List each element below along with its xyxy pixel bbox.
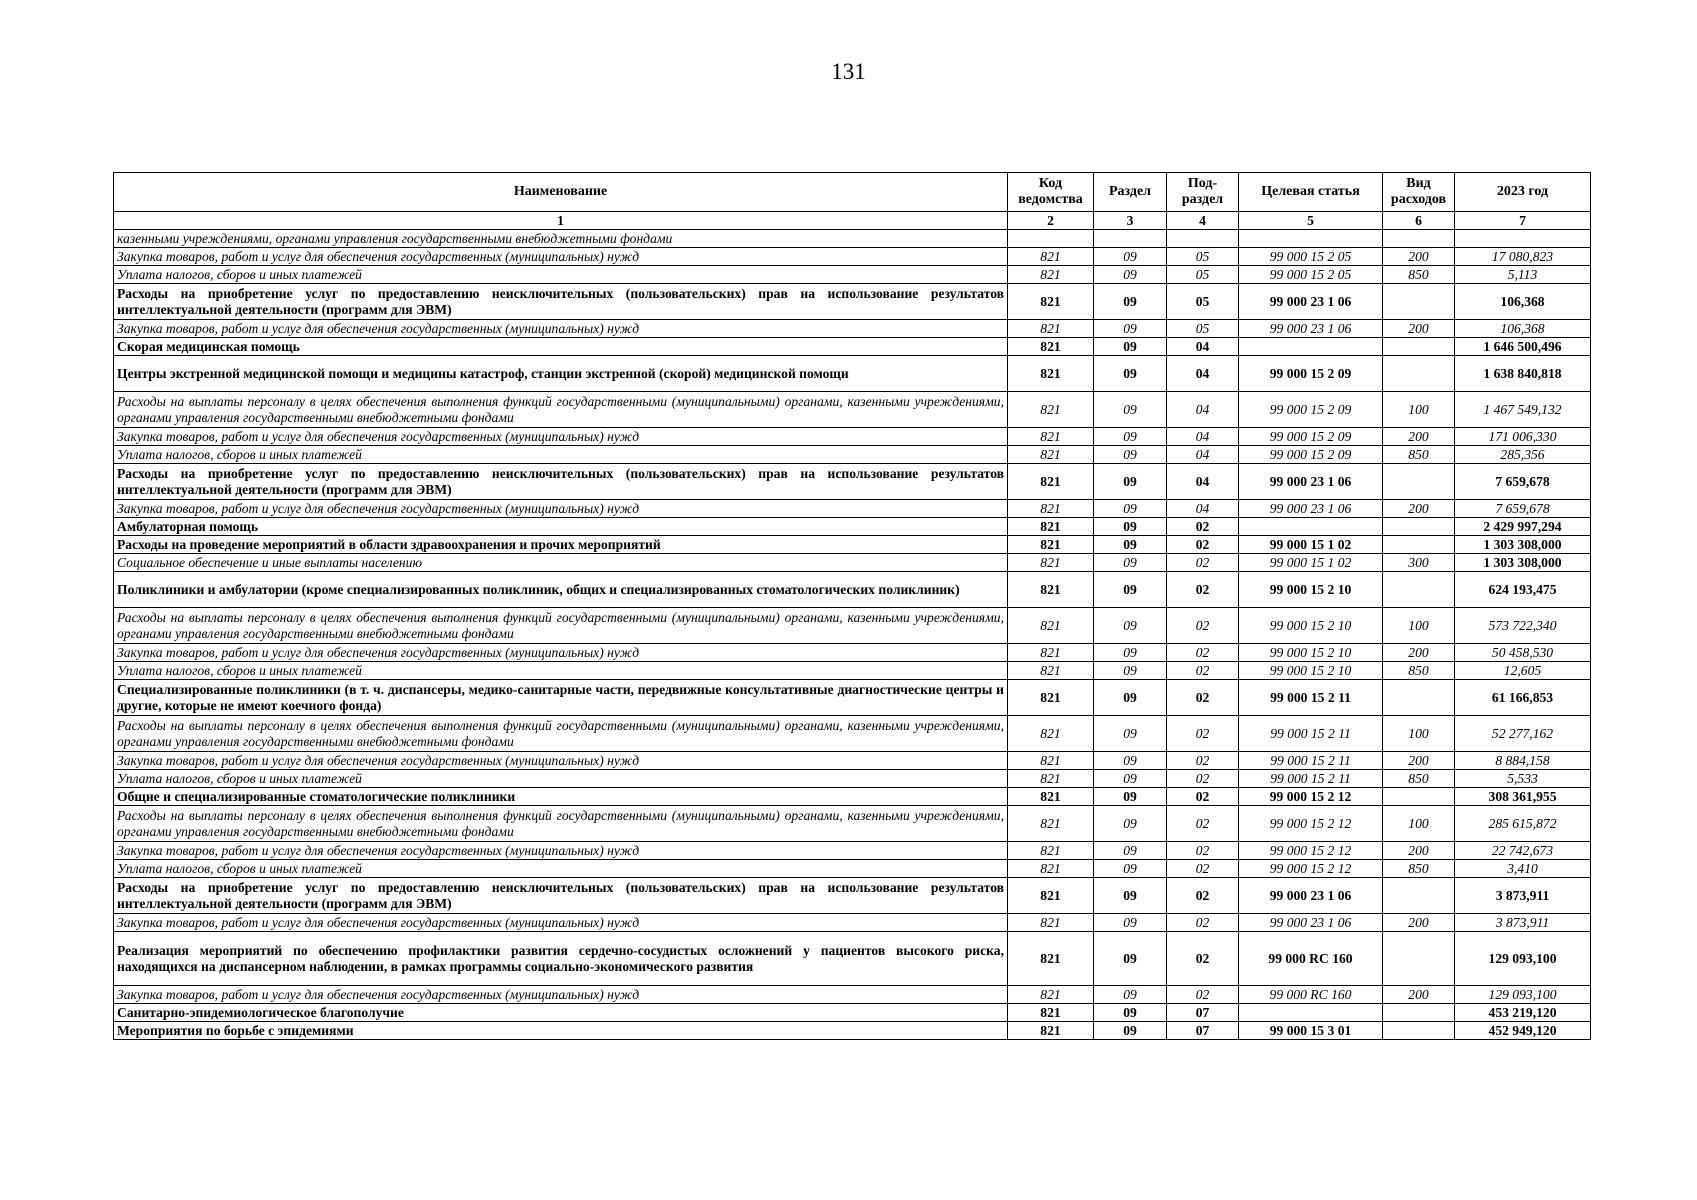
cell-dept-code: 821: [1008, 752, 1094, 770]
table-row: [114, 536, 1591, 554]
cell-amount: 1 303 308,000: [1455, 554, 1591, 572]
cell-name: Мероприятия по борьбе с эпидемиями: [114, 1022, 1008, 1040]
cell-expense-type: 200: [1383, 644, 1455, 662]
cell-section: 09: [1094, 932, 1167, 986]
cell-expense-type: 200: [1383, 428, 1455, 446]
cell-dept-code: 821: [1008, 662, 1094, 680]
cell-expense-type: [1383, 518, 1455, 536]
cell-target-article: 99 000 15 2 12: [1239, 806, 1383, 842]
cell-expense-type: 850: [1383, 860, 1455, 878]
cell-dept-code: 821: [1008, 338, 1094, 356]
cell-section: 09: [1094, 392, 1167, 428]
cell-dept-code: 821: [1008, 284, 1094, 320]
cell-section: 09: [1094, 338, 1167, 356]
cell-section: 09: [1094, 428, 1167, 446]
column-number: 1: [114, 212, 1008, 230]
cell-amount: 22 742,673: [1455, 842, 1591, 860]
cell-name: Расходы на приобретение услуг по предоставлению неисключительных (пользовательских) прав на использование результатов интеллектуальной деятельности (программ для ЭВМ): [114, 464, 1008, 500]
cell-target-article: 99 000 23 1 06: [1239, 284, 1383, 320]
cell-amount: 129 093,100: [1455, 932, 1591, 986]
cell-expense-type: 200: [1383, 320, 1455, 338]
cell-name: Уплата налогов, сборов и иных платежей: [114, 446, 1008, 464]
column-number: 2: [1008, 212, 1094, 230]
cell-dept-code: 821: [1008, 806, 1094, 842]
cell-target-article: 99 000 23 1 06: [1239, 464, 1383, 500]
column-header-section: Раздел: [1094, 173, 1167, 212]
column-number: 6: [1383, 212, 1455, 230]
cell-target-article: 99 000 15 2 11: [1239, 680, 1383, 716]
cell-subsection: 02: [1167, 932, 1239, 986]
cell-expense-type: 100: [1383, 716, 1455, 752]
cell-section: 09: [1094, 266, 1167, 284]
cell-expense-type: [1383, 572, 1455, 608]
cell-subsection: 07: [1167, 1022, 1239, 1040]
cell-subsection: 04: [1167, 464, 1239, 500]
cell-amount: 106,368: [1455, 284, 1591, 320]
cell-subsection: 02: [1167, 662, 1239, 680]
column-number: 5: [1239, 212, 1383, 230]
cell-amount: 3 873,911: [1455, 878, 1591, 914]
cell-subsection: 04: [1167, 500, 1239, 518]
cell-dept-code: 821: [1008, 464, 1094, 500]
cell-expense-type: [1383, 464, 1455, 500]
cell-target-article: 99 000 15 2 11: [1239, 752, 1383, 770]
cell-subsection: 02: [1167, 842, 1239, 860]
cell-name: Расходы на приобретение услуг по предоставлению неисключительных (пользовательских) прав на использование результатов интеллектуальной деятельности (программ для ЭВМ): [114, 878, 1008, 914]
cell-subsection: 02: [1167, 716, 1239, 752]
column-header-name: Наименование: [114, 173, 1008, 212]
cell-dept-code: 821: [1008, 320, 1094, 338]
cell-expense-type: 850: [1383, 266, 1455, 284]
cell-section: 09: [1094, 662, 1167, 680]
cell-subsection: 02: [1167, 536, 1239, 554]
cell-section: 09: [1094, 806, 1167, 842]
cell-name: Расходы на приобретение услуг по предоставлению неисключительных (пользовательских) прав на использование результатов интеллектуальной деятельности (программ для ЭВМ): [114, 284, 1008, 320]
cell-dept-code: 821: [1008, 860, 1094, 878]
cell-subsection: 05: [1167, 248, 1239, 266]
cell-amount: 1 638 840,818: [1455, 356, 1591, 392]
cell-target-article: 99 000 15 2 10: [1239, 572, 1383, 608]
cell-target-article: 99 000 15 2 11: [1239, 770, 1383, 788]
cell-target-article: 99 000 15 1 02: [1239, 554, 1383, 572]
cell-target-article: 99 000 15 2 05: [1239, 266, 1383, 284]
cell-subsection: 04: [1167, 356, 1239, 392]
cell-amount: 52 277,162: [1455, 716, 1591, 752]
cell-dept-code: 821: [1008, 878, 1094, 914]
cell-amount: 3 873,911: [1455, 914, 1591, 932]
cell-amount: 573 722,340: [1455, 608, 1591, 644]
cell-expense-type: 850: [1383, 770, 1455, 788]
cell-section: 09: [1094, 464, 1167, 500]
cell-subsection: 05: [1167, 266, 1239, 284]
cell-subsection: 02: [1167, 680, 1239, 716]
column-number: 3: [1094, 212, 1167, 230]
cell-amount: 8 884,158: [1455, 752, 1591, 770]
cell-name: Закупка товаров, работ и услуг для обеспечения государственных (муниципальных) нужд: [114, 752, 1008, 770]
budget-table: [113, 172, 1591, 1040]
column-header-dept-code: Код ведомства: [1008, 173, 1094, 212]
cell-name: Уплата налогов, сборов и иных платежей: [114, 770, 1008, 788]
cell-section: [1094, 230, 1167, 248]
cell-target-article: 99 000 15 2 11: [1239, 716, 1383, 752]
cell-amount: 50 458,530: [1455, 644, 1591, 662]
cell-target-article: 99 000 RC 160: [1239, 932, 1383, 986]
cell-subsection: 07: [1167, 1004, 1239, 1022]
cell-section: 09: [1094, 320, 1167, 338]
table-row: [114, 248, 1591, 266]
cell-amount: 171 006,330: [1455, 428, 1591, 446]
cell-dept-code: 821: [1008, 572, 1094, 608]
table-row: [114, 356, 1591, 392]
cell-target-article: [1239, 338, 1383, 356]
table-row: [114, 266, 1591, 284]
cell-target-article: 99 000 23 1 06: [1239, 320, 1383, 338]
cell-target-article: [1239, 518, 1383, 536]
cell-expense-type: [1383, 338, 1455, 356]
cell-name: Расходы на выплаты персоналу в целях обеспечения выполнения функций государственными (муниципальными) органами, казенными учреждениями, органами управления государственными внебюджетными фондами: [114, 806, 1008, 842]
table-row: [114, 518, 1591, 536]
cell-expense-type: [1383, 1004, 1455, 1022]
cell-section: 09: [1094, 536, 1167, 554]
cell-name: Закупка товаров, работ и услуг для обеспечения государственных (муниципальных) нужд: [114, 320, 1008, 338]
cell-target-article: 99 000 15 2 10: [1239, 644, 1383, 662]
cell-dept-code: 821: [1008, 1022, 1094, 1040]
table-row: [114, 338, 1591, 356]
table-row: [114, 1004, 1591, 1022]
cell-expense-type: 300: [1383, 554, 1455, 572]
cell-dept-code: 821: [1008, 392, 1094, 428]
cell-subsection: 02: [1167, 554, 1239, 572]
cell-name: Закупка товаров, работ и услуг для обеспечения государственных (муниципальных) нужд: [114, 914, 1008, 932]
cell-target-article: 99 000 15 2 09: [1239, 428, 1383, 446]
cell-dept-code: 821: [1008, 932, 1094, 986]
cell-subsection: 02: [1167, 914, 1239, 932]
column-number: 7: [1455, 212, 1591, 230]
cell-amount: [1455, 230, 1591, 248]
cell-expense-type: [1383, 788, 1455, 806]
cell-target-article: 99 000 15 2 12: [1239, 788, 1383, 806]
cell-target-article: 99 000 23 1 06: [1239, 878, 1383, 914]
cell-section: 09: [1094, 788, 1167, 806]
cell-subsection: 04: [1167, 392, 1239, 428]
cell-subsection: 04: [1167, 428, 1239, 446]
cell-expense-type: 200: [1383, 752, 1455, 770]
cell-subsection: 04: [1167, 446, 1239, 464]
cell-dept-code: 821: [1008, 1004, 1094, 1022]
table-row: [114, 662, 1591, 680]
column-header-target-article: Целевая статья: [1239, 173, 1383, 212]
cell-section: 09: [1094, 284, 1167, 320]
cell-amount: 106,368: [1455, 320, 1591, 338]
table-row: [114, 392, 1591, 428]
cell-amount: 61 166,853: [1455, 680, 1591, 716]
cell-dept-code: 821: [1008, 788, 1094, 806]
cell-name: Санитарно-эпидемиологическое благополучие: [114, 1004, 1008, 1022]
cell-section: 09: [1094, 860, 1167, 878]
cell-dept-code: 821: [1008, 428, 1094, 446]
cell-name: Закупка товаров, работ и услуг для обеспечения государственных (муниципальных) нужд: [114, 248, 1008, 266]
page-number: 131: [831, 59, 866, 84]
column-header-expense-type: Вид расходов: [1383, 173, 1455, 212]
cell-subsection: 02: [1167, 986, 1239, 1004]
cell-dept-code: 821: [1008, 554, 1094, 572]
cell-target-article: 99 000 23 1 06: [1239, 500, 1383, 518]
cell-name: Расходы на выплаты персоналу в целях обеспечения выполнения функций государственными (муниципальными) органами, казенными учреждениями, органами управления государственными внебюджетными фондами: [114, 716, 1008, 752]
cell-amount: 2 429 997,294: [1455, 518, 1591, 536]
cell-amount: 7 659,678: [1455, 464, 1591, 500]
cell-section: 09: [1094, 518, 1167, 536]
cell-section: 09: [1094, 842, 1167, 860]
cell-name: Центры экстренной медицинской помощи и медицины катастроф, станции экстренной (скорой) медицинской помощи: [114, 356, 1008, 392]
cell-name: Закупка товаров, работ и услуг для обеспечения государственных (муниципальных) нужд: [114, 428, 1008, 446]
cell-expense-type: 200: [1383, 248, 1455, 266]
cell-section: 09: [1094, 914, 1167, 932]
cell-dept-code: 821: [1008, 446, 1094, 464]
cell-dept-code: 821: [1008, 770, 1094, 788]
table-row: [114, 554, 1591, 572]
cell-dept-code: 821: [1008, 500, 1094, 518]
table-row: [114, 806, 1591, 842]
cell-expense-type: [1383, 356, 1455, 392]
cell-target-article: 99 000 15 2 12: [1239, 860, 1383, 878]
cell-subsection: 04: [1167, 338, 1239, 356]
cell-name: Закупка товаров, работ и услуг для обеспечения государственных (муниципальных) нужд: [114, 644, 1008, 662]
cell-amount: 17 080,823: [1455, 248, 1591, 266]
table-row: [114, 914, 1591, 932]
cell-name: Расходы на проведение мероприятий в области здравоохранения и прочих мероприятий: [114, 536, 1008, 554]
cell-name: Уплата налогов, сборов и иных платежей: [114, 860, 1008, 878]
column-number-row: [114, 212, 1591, 230]
cell-expense-type: [1383, 284, 1455, 320]
cell-target-article: 99 000 15 2 09: [1239, 356, 1383, 392]
cell-amount: 5,113: [1455, 266, 1591, 284]
cell-target-article: [1239, 1004, 1383, 1022]
cell-dept-code: 821: [1008, 644, 1094, 662]
cell-dept-code: 821: [1008, 356, 1094, 392]
cell-target-article: 99 000 RC 160: [1239, 986, 1383, 1004]
cell-expense-type: 100: [1383, 806, 1455, 842]
cell-section: 09: [1094, 572, 1167, 608]
cell-amount: 7 659,678: [1455, 500, 1591, 518]
table-row: [114, 716, 1591, 752]
table-row: [114, 608, 1591, 644]
cell-target-article: 99 000 15 2 09: [1239, 446, 1383, 464]
cell-target-article: 99 000 15 1 02: [1239, 536, 1383, 554]
cell-dept-code: 821: [1008, 266, 1094, 284]
table-row: [114, 428, 1591, 446]
cell-amount: 624 193,475: [1455, 572, 1591, 608]
cell-dept-code: 821: [1008, 680, 1094, 716]
cell-dept-code: 821: [1008, 248, 1094, 266]
table-row: [114, 320, 1591, 338]
cell-expense-type: 850: [1383, 446, 1455, 464]
cell-name: Расходы на выплаты персоналу в целях обеспечения выполнения функций государственными (муниципальными) органами, казенными учреждениями, органами управления государственными внебюджетными фондами: [114, 392, 1008, 428]
cell-section: 09: [1094, 446, 1167, 464]
cell-dept-code: 821: [1008, 518, 1094, 536]
cell-amount: 1 646 500,496: [1455, 338, 1591, 356]
cell-expense-type: 200: [1383, 500, 1455, 518]
cell-section: 09: [1094, 554, 1167, 572]
cell-section: 09: [1094, 716, 1167, 752]
cell-expense-type: [1383, 680, 1455, 716]
cell-amount: 129 093,100: [1455, 986, 1591, 1004]
cell-dept-code: 821: [1008, 608, 1094, 644]
cell-amount: 452 949,120: [1455, 1022, 1591, 1040]
column-header-subsection: Под-раздел: [1167, 173, 1239, 212]
cell-name: Социальное обеспечение и иные выплаты населению: [114, 554, 1008, 572]
cell-section: 09: [1094, 248, 1167, 266]
table-row: [114, 1022, 1591, 1040]
cell-amount: 453 219,120: [1455, 1004, 1591, 1022]
cell-name: Скорая медицинская помощь: [114, 338, 1008, 356]
cell-section: 09: [1094, 878, 1167, 914]
cell-name: Расходы на выплаты персоналу в целях обеспечения выполнения функций государственными (муниципальными) органами, казенными учреждениями, органами управления государственными внебюджетными фондами: [114, 608, 1008, 644]
table-row: [114, 284, 1591, 320]
cell-target-article: 99 000 15 2 05: [1239, 248, 1383, 266]
cell-target-article: 99 000 15 2 12: [1239, 842, 1383, 860]
table-row: [114, 230, 1591, 248]
cell-expense-type: 200: [1383, 842, 1455, 860]
table-row: [114, 788, 1591, 806]
cell-expense-type: 100: [1383, 392, 1455, 428]
cell-amount: 12,605: [1455, 662, 1591, 680]
cell-amount: 285,356: [1455, 446, 1591, 464]
table-row: [114, 986, 1591, 1004]
cell-target-article: 99 000 15 2 09: [1239, 392, 1383, 428]
cell-name: Амбулаторная помощь: [114, 518, 1008, 536]
cell-dept-code: 821: [1008, 716, 1094, 752]
table-row: [114, 770, 1591, 788]
table-row: [114, 644, 1591, 662]
cell-section: 09: [1094, 986, 1167, 1004]
cell-subsection: 02: [1167, 770, 1239, 788]
table-row: [114, 572, 1591, 608]
cell-expense-type: [1383, 536, 1455, 554]
cell-expense-type: 200: [1383, 986, 1455, 1004]
cell-subsection: 02: [1167, 878, 1239, 914]
table-row: [114, 860, 1591, 878]
cell-section: 09: [1094, 1004, 1167, 1022]
cell-section: 09: [1094, 500, 1167, 518]
cell-expense-type: [1383, 1022, 1455, 1040]
table-row: [114, 932, 1591, 986]
table-row: [114, 680, 1591, 716]
cell-subsection: 02: [1167, 752, 1239, 770]
table-row: [114, 500, 1591, 518]
cell-dept-code: 821: [1008, 986, 1094, 1004]
cell-section: 09: [1094, 1022, 1167, 1040]
cell-dept-code: 821: [1008, 842, 1094, 860]
cell-name: Общие и специализированные стоматологические поликлиники: [114, 788, 1008, 806]
cell-name: Закупка товаров, работ и услуг для обеспечения государственных (муниципальных) нужд: [114, 842, 1008, 860]
cell-target-article: [1239, 230, 1383, 248]
cell-section: 09: [1094, 608, 1167, 644]
cell-dept-code: [1008, 230, 1094, 248]
cell-name: Уплата налогов, сборов и иных платежей: [114, 662, 1008, 680]
table-row: [114, 752, 1591, 770]
cell-target-article: 99 000 23 1 06: [1239, 914, 1383, 932]
cell-dept-code: 821: [1008, 536, 1094, 554]
cell-name: Реализация мероприятий по обеспечению профилактики развития сердечно-сосудистых осложнений у пациентов высокого риска, находящихся на диспансерном наблюдении, в рамках программы социально-экономического развития: [114, 932, 1008, 986]
cell-expense-type: 200: [1383, 914, 1455, 932]
cell-name: Специализированные поликлиники (в т. ч. диспансеры, медико-санитарные части, передвижные консультативные диагностические центры и другие, которые не имеют коечного фонда): [114, 680, 1008, 716]
table-row: [114, 878, 1591, 914]
cell-subsection: 02: [1167, 644, 1239, 662]
cell-section: 09: [1094, 680, 1167, 716]
cell-name: Уплата налогов, сборов и иных платежей: [114, 266, 1008, 284]
cell-amount: 285 615,872: [1455, 806, 1591, 842]
table-row: [114, 446, 1591, 464]
cell-section: 09: [1094, 770, 1167, 788]
cell-subsection: 02: [1167, 518, 1239, 536]
table-row: [114, 464, 1591, 500]
table-row: [114, 842, 1591, 860]
cell-subsection: [1167, 230, 1239, 248]
cell-expense-type: 850: [1383, 662, 1455, 680]
cell-name: Закупка товаров, работ и услуг для обеспечения государственных (муниципальных) нужд: [114, 986, 1008, 1004]
cell-amount: 1 467 549,132: [1455, 392, 1591, 428]
cell-expense-type: [1383, 932, 1455, 986]
cell-subsection: 02: [1167, 860, 1239, 878]
table-body: [114, 230, 1591, 1040]
cell-target-article: 99 000 15 2 10: [1239, 662, 1383, 680]
cell-subsection: 05: [1167, 320, 1239, 338]
cell-subsection: 02: [1167, 806, 1239, 842]
column-number: 4: [1167, 212, 1239, 230]
cell-expense-type: 100: [1383, 608, 1455, 644]
cell-target-article: 99 000 15 2 10: [1239, 608, 1383, 644]
cell-subsection: 02: [1167, 608, 1239, 644]
cell-expense-type: [1383, 230, 1455, 248]
cell-amount: 5,533: [1455, 770, 1591, 788]
cell-name: казенными учреждениями, органами управления государственными внебюджетными фондами: [114, 230, 1008, 248]
table-header-row: [114, 173, 1591, 212]
cell-section: 09: [1094, 644, 1167, 662]
cell-amount: 1 303 308,000: [1455, 536, 1591, 554]
cell-dept-code: 821: [1008, 914, 1094, 932]
cell-subsection: 02: [1167, 788, 1239, 806]
cell-amount: 3,410: [1455, 860, 1591, 878]
cell-expense-type: [1383, 878, 1455, 914]
cell-target-article: 99 000 15 3 01: [1239, 1022, 1383, 1040]
cell-amount: 308 361,955: [1455, 788, 1591, 806]
column-header-year-2023: 2023 год: [1455, 173, 1591, 212]
cell-subsection: 05: [1167, 284, 1239, 320]
cell-section: 09: [1094, 356, 1167, 392]
cell-section: 09: [1094, 752, 1167, 770]
cell-name: Поликлиники и амбулатории (кроме специализированных поликлиник, общих и специализированных стоматологических поликлиник): [114, 572, 1008, 608]
cell-name: Закупка товаров, работ и услуг для обеспечения государственных (муниципальных) нужд: [114, 500, 1008, 518]
cell-subsection: 02: [1167, 572, 1239, 608]
